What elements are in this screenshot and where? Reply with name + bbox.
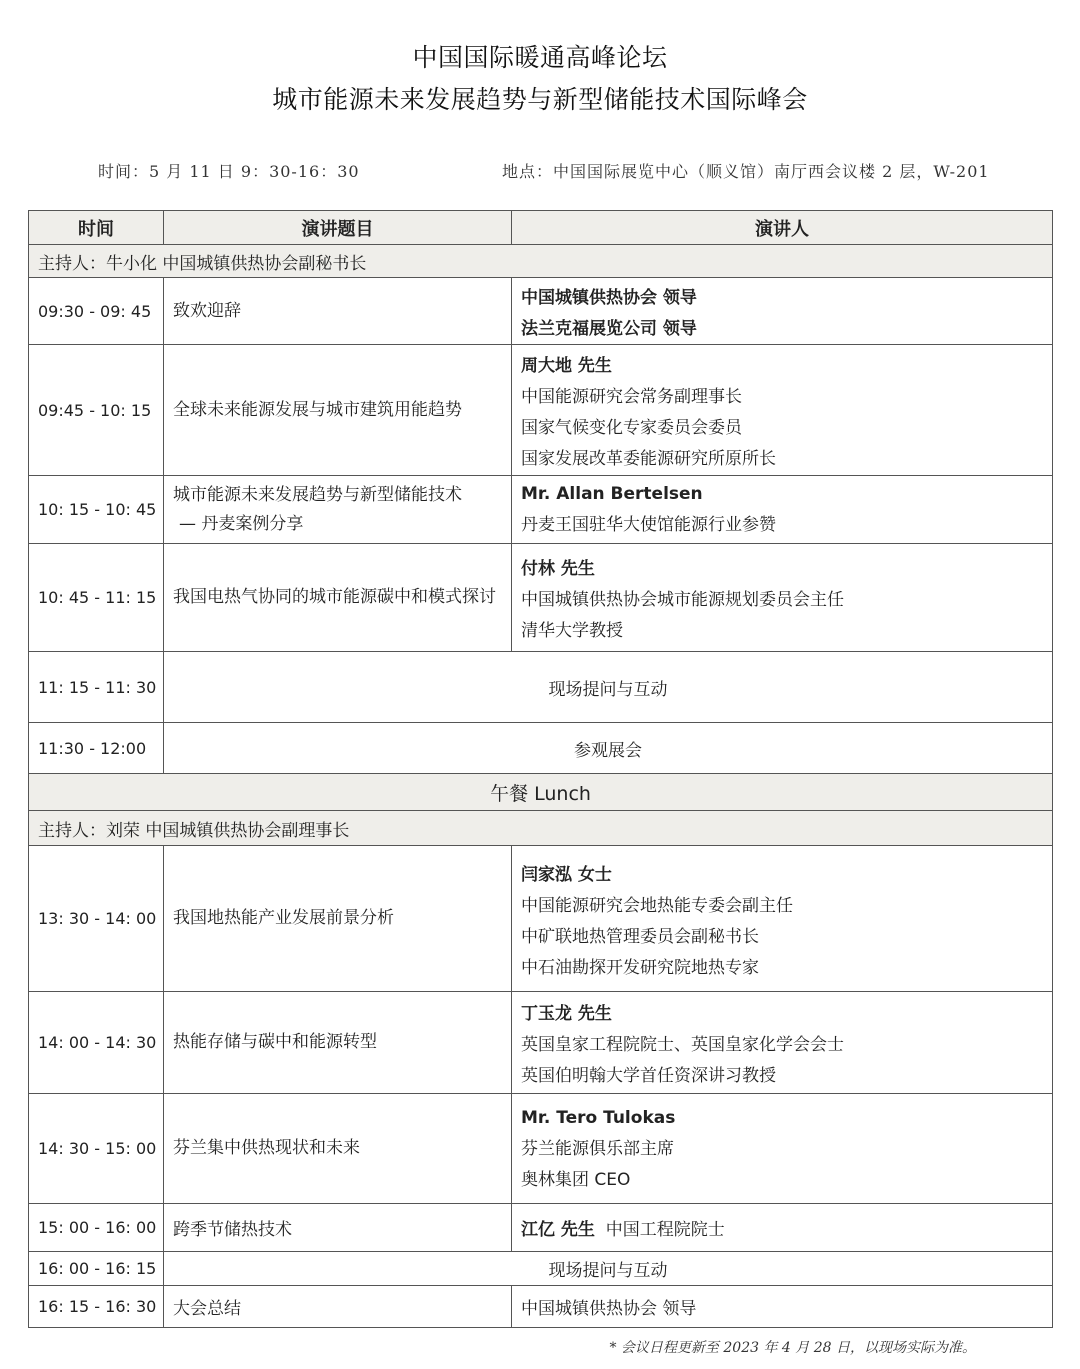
table-row: [29, 992, 1053, 1094]
slot-topic: 我国地热能产业发展前景分析: [164, 846, 512, 992]
agenda-table: [28, 210, 1053, 1328]
slot-time: 09:45 - 10: 15: [29, 345, 164, 476]
slot-time: 16: 00 - 16: 15: [29, 1252, 164, 1286]
event-location: 地点：中国国际展览中心（顺义馆）南厅西会议楼 2 层，W-201: [502, 162, 990, 181]
slot-topic: 城市能源未来发展趋势与新型储能技术 — 丹麦案例分享: [164, 476, 512, 544]
lunch-label: 午餐 Lunch: [29, 774, 1053, 811]
slot-time: 11: 15 - 11: 30: [29, 652, 164, 723]
slot-time: 16: 15 - 16: 30: [29, 1286, 164, 1328]
slot-speaker: 闫家泓 女士 中国能源研究会地热能专委会副主任 中矿联地热管理委员会副秘书长 中石油勘探开发研究院地热专家: [512, 846, 1053, 992]
slot-time: 13: 30 - 14: 00: [29, 846, 164, 992]
slot-speaker: 江亿 先生 中国工程院院士: [512, 1204, 1053, 1252]
page-subtitle: 城市能源未来发展趋势与新型储能技术国际峰会: [272, 85, 808, 114]
slot-topic: 致欢迎辞: [164, 278, 512, 345]
lunch-row: [29, 774, 1053, 811]
slot-time: 14: 00 - 14: 30: [29, 992, 164, 1094]
page-title: 中国国际暖通高峰论坛: [412, 43, 668, 72]
slot-speaker: 中国城镇供热协会 领导 法兰克福展览公司 领导: [512, 278, 1053, 345]
host-row: [29, 811, 1053, 846]
header-row: [29, 211, 1053, 245]
table-row: [29, 1286, 1053, 1328]
header-time: 时间: [29, 211, 164, 245]
slot-topic: 跨季节储热技术: [164, 1204, 512, 1252]
table-row: [29, 846, 1053, 992]
table-row: [29, 476, 1053, 544]
slot-topic: 我国电热气协同的城市能源碳中和模式探讨: [164, 544, 512, 652]
header-speaker: 演讲人: [512, 211, 1053, 245]
slot-topic: 芬兰集中供热现状和未来: [164, 1094, 512, 1204]
slot-topic: 大会总结: [164, 1286, 512, 1328]
slot-speaker: 周大地 先生 中国能源研究会常务副理事长 国家气候变化专家委员会委员 国家发展改革委能源研究所原所长: [512, 345, 1053, 476]
header-topic: 演讲题目: [164, 211, 512, 245]
slot-time: 10: 15 - 10: 45: [29, 476, 164, 544]
slot-topic: 热能存储与碳中和能源转型: [164, 992, 512, 1094]
slot-speaker: 中国城镇供热协会 领导: [512, 1286, 1053, 1328]
table-row: [29, 1204, 1053, 1252]
slot-speaker: Mr. Allan Bertelsen 丹麦王国驻华大使馆能源行业参赞: [512, 476, 1053, 544]
table-row: [29, 544, 1053, 652]
slot-time: 14: 30 - 15: 00: [29, 1094, 164, 1204]
schedule-footnote: * 会议日程更新至 2023 年 4 月 28 日，以现场实际为准。: [609, 1340, 976, 1356]
slot-topic: 全球未来能源发展与城市建筑用能趋势: [164, 345, 512, 476]
table-row: [29, 723, 1053, 774]
slot-speaker: Mr. Tero Tulokas 芬兰能源俱乐部主席 奥林集团 CEO: [512, 1094, 1053, 1204]
slot-activity: 现场提问与互动: [164, 652, 1053, 723]
table-row: [29, 1094, 1053, 1204]
slot-time: 11:30 - 12:00: [29, 723, 164, 774]
host-row: [29, 245, 1053, 278]
host-label: 主持人：牛小化 中国城镇供热协会副秘书长: [29, 245, 1053, 278]
slot-activity: 参观展会: [164, 723, 1053, 774]
host-label: 主持人：刘荣 中国城镇供热协会副理事长: [29, 811, 1053, 846]
table-row: [29, 278, 1053, 345]
table-row: [29, 1252, 1053, 1286]
slot-time: 15: 00 - 16: 00: [29, 1204, 164, 1252]
slot-time: 09:30 - 09: 45: [29, 278, 164, 345]
slot-speaker: 丁玉龙 先生 英国皇家工程院院士、英国皇家化学会会士 英国伯明翰大学首任资深讲习教授: [512, 992, 1053, 1094]
table-row: [29, 345, 1053, 476]
event-time: 时间：5 月 11 日 9：30-16：30: [98, 162, 360, 181]
slot-activity: 现场提问与互动: [164, 1252, 1053, 1286]
slot-speaker: 付林 先生 中国城镇供热协会城市能源规划委员会主任 清华大学教授: [512, 544, 1053, 652]
table-row: [29, 652, 1053, 723]
slot-time: 10: 45 - 11: 15: [29, 544, 164, 652]
